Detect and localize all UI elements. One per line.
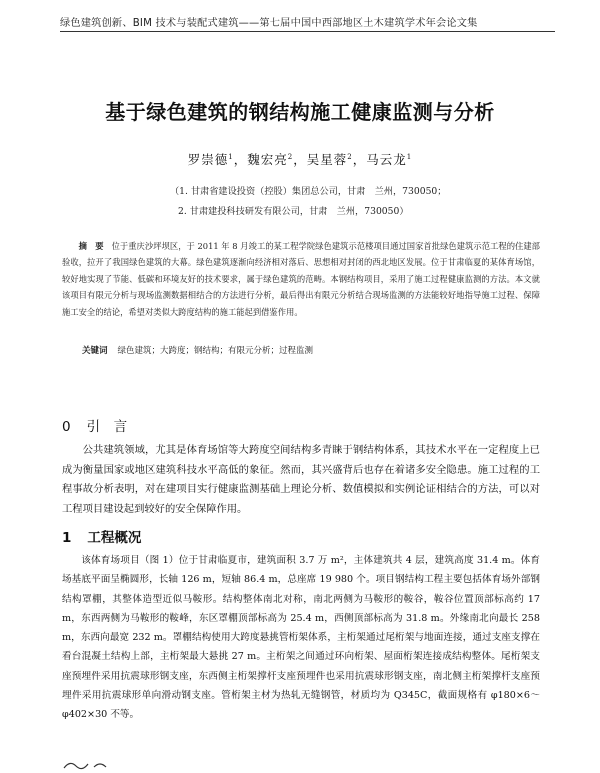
section-heading-introduction [62, 415, 127, 435]
section-heading-project-overview [62, 526, 141, 546]
author-name: 罗崇德 [187, 152, 229, 167]
author-name: 魏宏亮 [247, 152, 288, 167]
abstract [62, 238, 540, 320]
section-number: 0 [62, 419, 71, 435]
keywords [82, 344, 532, 356]
author-affiliation-mark: 2 [287, 152, 294, 161]
header-rule [60, 31, 555, 32]
paper-title: 基于绿色建筑的钢结构施工健康监测与分析 [105, 100, 495, 124]
keywords-text: 绿色建筑；大跨度；钢结构；有限元分析；过程监测 [117, 346, 314, 356]
affiliation-line: 2. 甘肃建投科技研发有限公司，甘肃 兰州，730050） [178, 206, 409, 217]
section-number: 1 [62, 530, 72, 546]
author-affiliation-mark: 2 [347, 152, 353, 161]
author-separator: ， [293, 152, 307, 167]
affiliation-line: （1. 甘肃省建设投资（控股）集团总公司，甘肃 兰州，730050； [170, 186, 447, 197]
section-title: 工程概况 [87, 530, 142, 546]
author-separator: ， [352, 152, 367, 167]
author-affiliation-mark: 1 [406, 152, 413, 161]
running-header: 绿色建筑创新、BIM 技术与装配式建筑——第七届中国中西部地区土木建筑学术年会论文集 [60, 18, 478, 29]
abstract-text: 位于重庆沙坪坝区，于 2011 年 8 月竣工的某工程学院绿色建筑示范楼项目通过国家首批绿色建筑示范工程的住建部验收，拉开了我国绿色建筑的大幕。绿色建筑逐渐向经济相对落后、思想相对封闭的西北地区发展。位于甘肃临夏的某体育场馆，较好地实现了节能、低碳和环境友好的技术要求，属于绿色建筑的范畴。本钢结构项目，采用了施工过程健康监测的方法。本文就该项目有限元分析与现场监测数据相结合的方法进行分析，最后得出有限元分析结合现场监测的方法能较好地指导施工过程、保障施工安全的结论，希望对类似大跨度结构的施工能起到借鉴作用。 [62, 241, 540, 317]
keywords-label: 关键词 [82, 346, 108, 356]
author-separator: ， [233, 152, 248, 167]
author-name: 马云龙 [366, 152, 407, 167]
author-list [0, 150, 600, 168]
author-affiliation-mark: 1 [228, 152, 234, 161]
abstract-label: 摘 要 [78, 241, 104, 251]
project-overview-paragraph: 该体育场项目（图 1）位于甘肃临夏市，建筑面积 3.7 万 m²，主体建筑共 4 层，建筑高度 31.4 m。体育场基底平面呈椭圆形，长轴 126 m，短轴 86.4 m，总座席 19 980 个。项目钢结构工程主要包括体育场外部钢结构罩棚，其整体造型近似马鞍形。结构整体南北对称，南北两侧为马鞍形的鞍谷，鞍谷位置顶部标高约 17 m，东西两侧为马鞍形的鞍峰，东区罩棚顶部标高为 25.4 m，西侧顶部标高为 31.8 m。外缘南北向最长 258 m，东西向最宽 232 m。罩棚结构使用大跨度悬挑管桁架体系，主桁架通过尾桁架与地面连接，通过支座支撑在看台混凝土结构上部，主桁架最大悬挑 27 m。主桁架之间通过环向桁架、屋面桁架连接成结构整体。尾桁架支座预埋件采用抗震球形钢支座，东西侧主桁架撑杆支座预埋件也采用抗震球形钢支座，南北侧主桁架撑杆支座预埋件采用抗震球形单向滑动钢支座。管桁架主材为热轧无缝钢管，材质均为 Q345C，截面规格有 φ180×6～φ402×30 不等。 [62, 555, 540, 721]
author-name: 吴星蓉 [306, 152, 348, 167]
introduction-paragraph: 公共建筑领域，尤其是体育场馆等大跨度空间结构多青睐于钢结构体系，其技术水平在一定程度上已成为衡量国家或地区建筑科技水平高低的象征。然而，其兴盛背后也存在着诸多安全隐患。施工过程的工程事故分析表明，对在建项目实行健康监测基础上理论分析、数值模拟和实例论证相结合的方法，可以对工程项目建设起到较好的安全保障作用。 [62, 444, 540, 515]
handwritten-mark [62, 758, 122, 772]
section-title: 引 言 [86, 419, 128, 435]
